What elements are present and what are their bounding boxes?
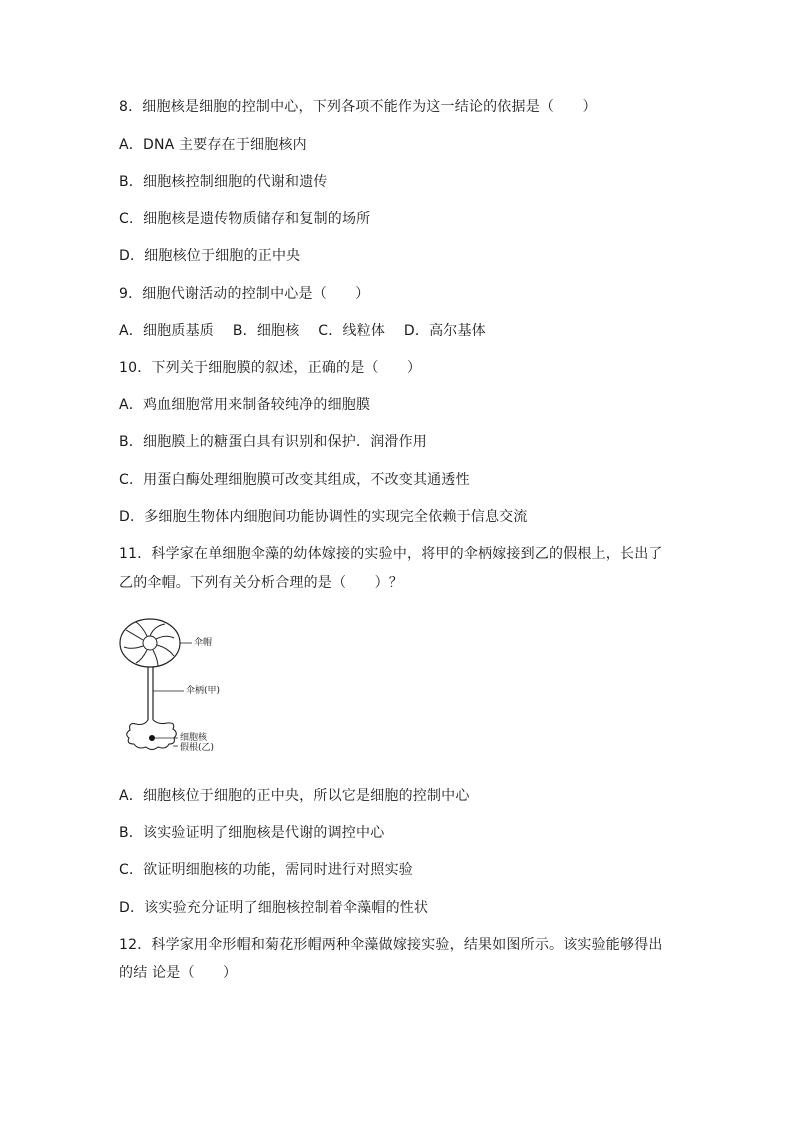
q8-option-a: A．DNA 主要存在于细胞核内 — [119, 137, 307, 153]
label-rhizoid: 假根(乙) — [180, 743, 215, 753]
label-stalk: 伞柄(甲) — [186, 686, 221, 696]
q9-options: A．细胞质基质 B．细胞核 C．线粒体 D．高尔基体 — [119, 323, 486, 339]
q11-stem-line1: 11．科学家在单细胞伞藻的幼体嫁接的实验中，将甲的伞柄嫁接到乙的假根上，长出了 — [119, 546, 663, 562]
q11-option-d: D．该实验充分证明了细胞核控制着伞藻帽的性状 — [119, 900, 429, 916]
rhizoid-outline — [127, 720, 177, 750]
q11-option-c: C．欲证明细胞核的功能，需同时进行对照实验 — [119, 862, 413, 878]
cap-center — [143, 636, 157, 650]
q9-stem: 9．细胞代谢活动的控制中心是（ ） — [119, 286, 370, 302]
q8-stem: 8．细胞核是细胞的控制中心，下列各项不能作为这一结论的依据是（ ） — [119, 99, 597, 115]
q10-option-d: D．多细胞生物体内细胞间功能协调性的实现完全依赖于信息交流 — [119, 509, 528, 525]
q10-option-a: A．鸡血细胞常用来制备较纯净的细胞膜 — [119, 397, 371, 413]
q11-stem-line2: 乙的伞帽。下列有关分析合理的是（ ）？ — [119, 575, 403, 591]
q10-option-c: C．用蛋白酶处理细胞膜可改变其组成，不改变其通透性 — [119, 472, 470, 488]
q10-stem: 10．下列关于细胞膜的叙述，正确的是（ ） — [119, 360, 422, 376]
acetabularia-diagram — [118, 612, 228, 762]
q8-option-c: C．细胞核是遗传物质储存和复制的场所 — [119, 211, 371, 227]
label-cap: 伞帽 — [194, 638, 213, 648]
q11-option-a: A．细胞核位于细胞的正中央，所以它是细胞的控制中心 — [119, 788, 470, 804]
q8-option-d: D．细胞核位于细胞的正中央 — [119, 248, 301, 264]
q11-option-b: B．该实验证明了细胞核是代谢的调控中心 — [119, 825, 385, 841]
q8-option-b: B．细胞核控制细胞的代谢和遗传 — [119, 174, 328, 190]
q12-stem-line1: 12．科学家用伞形帽和菊花形帽两种伞藻做嫁接实验，结果如图所示。该实验能够得出 — [119, 937, 663, 953]
q12-stem-line2: 的结 论是（ ） — [119, 965, 238, 981]
nucleus-dot — [149, 735, 155, 741]
label-nucleus: 细胞核 — [180, 733, 208, 743]
q10-option-b: B．细胞膜上的糖蛋白具有识别和保护．润滑作用 — [119, 434, 428, 450]
